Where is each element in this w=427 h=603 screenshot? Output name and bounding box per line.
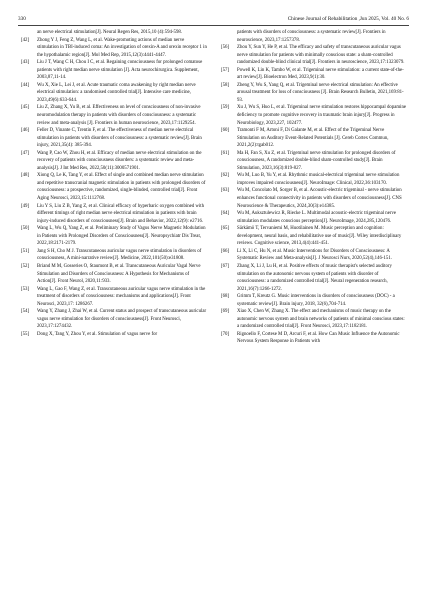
reference-entry: [21, 308, 207, 331]
reference-entry: [221, 104, 407, 127]
reference-text: Zhong Y J, Feng Z, Wang L, et al. Wake-promoting actions of median nerve stimulation in TBI-induced coma: An investigation of orexin-A and orexin receptor 1 in the hypothalamic region[J]. Mol Med Rep, 2015,12(3):4441-4447.: [37, 37, 207, 58]
reference-number: [66]: [221, 248, 230, 254]
reference-number: [68]: [221, 294, 230, 300]
reference-entry: [221, 187, 407, 210]
reference-text: Rignoello F, Cortese M D, Arcuri F, et al. How Can Music Influence the Autonomic Nervous System Response in Patients with: [237, 331, 400, 345]
reference-entry: [221, 127, 407, 150]
reference-entry: [21, 29, 207, 37]
header-rule: [18, 25, 409, 26]
reference-number: [47]: [21, 150, 30, 156]
reference-text: Feller D, Vinante C, Trentin F, et al. The effectiveness of median nerve electrical stimulation in patients with disorders of consciousness: a systematic review[J]. Brain injury, 2021,35(4): 385-394.: [37, 128, 202, 149]
reference-entry: [221, 29, 407, 44]
reference-entry: [221, 331, 407, 346]
reference-text: Dong X, Tang Y, Zhou Y, et al. Stimulation of vagus nerve for: [37, 331, 158, 337]
reference-text: Zhou Y, Sun Y, He P, et al. The efficacy and safety of transcutaneous auricular vagus nerve stimulation for patients with minimally conscious state: a sham-controlled randomized double-blind clinical trial[J]. Frontiers in neuroscience, 2023,17:1323079.: [237, 45, 405, 66]
reference-entry: [221, 248, 407, 263]
reference-number: [44]: [21, 82, 30, 88]
reference-entry: [21, 37, 207, 60]
reference-text: Xiao X, Chen W, Zhang X. The effect and mechanisms of music therapy on the autonomic nervous system and brain networks of patients of minimal conscious states: a randomized controlled trial[J]. Front Neurosci, 2023,17:1182181.: [237, 309, 405, 330]
reference-text: Tramonti F M, Artoni F, Di Galante M, et al. Effect of the Trigeminal Nerve Stimulation on Auditory Event-Related Potentials [J]. Cereb Cortex Commun, 2021,2(2):tgab012.: [237, 128, 389, 149]
reference-text: Liu Z, Zhang X, Yu B, et al. Effectiveness on level of consciousness of non-invasive neuromodulation therapy in patients with disorders of consciousness: a systematic review and meta-analysis [J]. Frontiers in human neuroscience, 2023,17:1129254.: [37, 105, 201, 126]
reference-number: [52]: [21, 263, 30, 269]
reference-text: Wang L, Wu Q, Yang Z, et al. Preliminary Study of Vagus Nerve Magnetic Modulation in Patients with Prolonged Disorders of Consciousness[J]. Neuropsychiatr Dis Treat, 2022,18:2171-2179.: [37, 226, 206, 247]
reference-entry: [21, 225, 207, 248]
reference-entry: [21, 203, 207, 226]
reference-number: [69]: [221, 309, 230, 315]
reference-number: [70]: [221, 331, 230, 337]
reference-entry: [21, 150, 207, 173]
reference-text: Liu Y S, Liu Z B, Yang Z, et al. Clinical efficacy of hyperbaric oxygen combined with different timings of right median nerve electrical stimulation in patients with brain injury-induced disorders of consciousness[J]. Brain and Behavior, 2022,12(9): e2716.: [37, 203, 205, 224]
reference-entry: [21, 82, 207, 105]
reference-entry: [221, 172, 407, 187]
reference-number: [61]: [221, 150, 230, 156]
reference-entry: [221, 308, 407, 331]
reference-entry: [21, 59, 207, 82]
reference-entry: [21, 248, 207, 263]
reference-entry: [21, 127, 207, 150]
reference-text: an nerve electrical stimulation[J]. Neural Regen Res, 2015,10 (4):594-598.: [37, 30, 183, 35]
reference-number: [42]: [21, 37, 30, 43]
reference-number: [63]: [221, 188, 230, 194]
reference-text: Powell K, Lin K, Tambo W, et al. Trigeminal nerve stimulation: a current state-of-the-art review[J]. Bioelectron Med, 2023,9(1):30.: [237, 67, 404, 81]
reference-entry: [221, 150, 407, 173]
reference-entry: [221, 82, 407, 105]
reference-text: Briand M M, Gosseries O, Staumont B, et al. Transcutaneous Auricular Vagal Nerve Stimulation and Disorders of Consciousness: A Hypothesis for Mechanisms of Action[J]. Front Neurol, 2020,11:933.: [37, 263, 201, 285]
reference-entry: [21, 104, 207, 127]
reference-number: [65]: [221, 226, 230, 232]
reference-text: Wang Y, Zhang J, Zhai W, et al. Current status and prospect of transcutaneous auricular vagus nerve stimulation for disorders of consciousness[J]. Front Neurosci, 2023,17:1274432.: [37, 309, 207, 330]
reference-number: [54]: [21, 309, 30, 315]
page-number: 330: [18, 16, 26, 22]
reference-text: Wang P, Cao W, Zhou H, et al. Efficacy of median nerve electrical stimulation on the recovery of patients with consciousness disorders: a systematic review and meta-analysis[J]. J Int Med Res, 2022,50(11):3000571901.: [37, 150, 202, 171]
reference-number: [49]: [21, 203, 30, 209]
reference-text: Jang S H, Cho M J. Transcutaneous auricular vagus nerve stimulation in disorders of consciousness, A mini-narrative review[J]. Medicine, 2022,101(50):e31808.: [37, 248, 202, 262]
reference-number: [51]: [21, 248, 30, 254]
reference-entry: [221, 210, 407, 225]
reference-entry: [221, 263, 407, 293]
reference-text: Wang L, Gao F, Wang Z, et al. Transcutaneous auricular vagus nerve stimulation in the treatment of disorders of consciousness: mechanisms and applications[J]. Front Neurosci, 2023,17: 1286267.: [37, 286, 206, 307]
running-header: [18, 14, 409, 24]
reference-number: [48]: [21, 173, 30, 179]
references-right-column: [221, 29, 407, 346]
reference-entry: [221, 293, 407, 308]
reference-number: [55]: [21, 331, 30, 337]
reference-number: [50]: [21, 226, 30, 232]
reference-number: [43]: [21, 60, 30, 66]
reference-number: [53]: [21, 286, 30, 292]
reference-text: Särkämö T, Tervaniemi M, Huotilainen M. Music perception and cognition: development, neural basis, and rehabilitative use of music[J]. Wiley interdisciplinary reviews. Cognitive science, 2013,4(4):441-451.: [237, 226, 402, 247]
reference-entry: [221, 225, 407, 248]
reference-number: [57]: [221, 67, 230, 73]
reference-text: Wu M, Concolato M, Sorger B, et al. Acoustic-electric trigeminal - nerve stimulation enhances functional connectivity in patients with disorders of consciousness[J]. CNS Neuroscience & Therapeutics, 2024,30(3):e14385.: [237, 188, 402, 209]
reference-text: Zhang X, Li J, Lu H, et al. Positive effects of music therapist's selected auditory stimulation on the autonomic nervous system of patients with disorder of consciousness: a randomized controlled trial[J]. Neural regeneration research, 2021,16(7):1266-1272.: [237, 263, 392, 292]
references-left-column: [21, 29, 207, 338]
reference-entry: [21, 172, 207, 202]
reference-text: Ma H, Fan S, Xu Z, et al. Trigeminal nerve stimulation for prolonged disorders of consciousness, A randomized double-blind sham-controlled study[J]. Brain Stimulation, 2023,16(3):819-827.: [237, 150, 396, 171]
reference-text: Wu M, Luo B, Yu Y, et al. Rhythmic musical-electrical trigeminal nerve stimulation improves impaired consciousness[J]. NeuroImage: Clinical, 2022,36:103170.: [237, 173, 400, 186]
reference-number: [46]: [21, 128, 30, 134]
reference-number: [64]: [221, 211, 230, 217]
reference-number: [67]: [221, 263, 230, 269]
reference-text: patients with disorders of consciousness: a systematic review[J]. Frontiers in neuroscience, 2023,17:1257378.: [237, 30, 386, 43]
reference-text: Xu J, Wu S, Huo L, et al. Trigeminal nerve stimulation restores hippocampal dopamine deficiency to promote cognitive recovery in traumatic brain injury[J]. Progress in Neurobiology, 2023,227, 102477.: [237, 105, 407, 126]
reference-text: Wu M, Auksztulewicz R, Riecke L. Multimodal acoustic-electric trigeminal nerve stimulation modulates conscious perception[J]. NeuroImage, 2024,285,120476.: [237, 211, 397, 224]
reference-entry: [21, 263, 207, 286]
reference-entry: [21, 331, 207, 339]
reference-text: Zheng Y, Wu S, Yang Q, et al. Trigeminal nerve electrical stimulation: An effective arousal treatment for loss of consciousness [J]. Brain Research Bulletin, 2021,169:81-93.: [237, 82, 404, 103]
reference-entry: [221, 67, 407, 82]
reference-text: Liu J T, Wang C H, Chou I C, et al. Regaining consciousness for prolonged comatose patients with right median nerve stimulation [J]. Acta neurochirurgica. Supplement, 2003,87,11-14.: [37, 60, 203, 81]
reference-entry: [221, 44, 407, 67]
reference-number: [59]: [221, 105, 230, 111]
reference-number: [45]: [21, 105, 30, 111]
reference-text: Wu X, Xie L, Lei J, et al. Acute traumatic coma awakening by right median nerve electrical stimulation: a randomised controlled trial[J]. Intensive care medicine, 2023,49(6):633-644.: [37, 82, 196, 103]
reference-text: Grimm T, Kreutz G. Music interventions in disorders of consciousness (DOC) - a systematic review[J]. Brain injury, 2018, 32(6),704-714.: [237, 294, 395, 307]
reference-number: [62]: [221, 173, 230, 179]
reference-text: Li X, Li C, Hu N, et al. Music Interventions for Disorders of Consciousness: A Systematic Review and Meta-analysis[J]. J Neurosci Nurs, 2020,52(4),146-151.: [237, 248, 392, 262]
reference-text: Xiong Q, Le K, Tang Y, et al. Effect of single and combined median nerve stimulation and repetitive transcranial magnetic stimulation in patients with prolonged disorders of consciousness: a prospective, randomized, single-blinded, controlled trial[J]. Front Aging Neurosci, 2023,15:1112768.: [37, 173, 206, 202]
journal-title: Chinese Journal of Rehabilitation ,Jun 2025, Vol. 40 No. 6: [287, 16, 409, 22]
reference-number: [60]: [221, 128, 230, 134]
reference-number: [58]: [221, 82, 230, 88]
reference-entry: [21, 286, 207, 309]
reference-number: [56]: [221, 45, 230, 51]
